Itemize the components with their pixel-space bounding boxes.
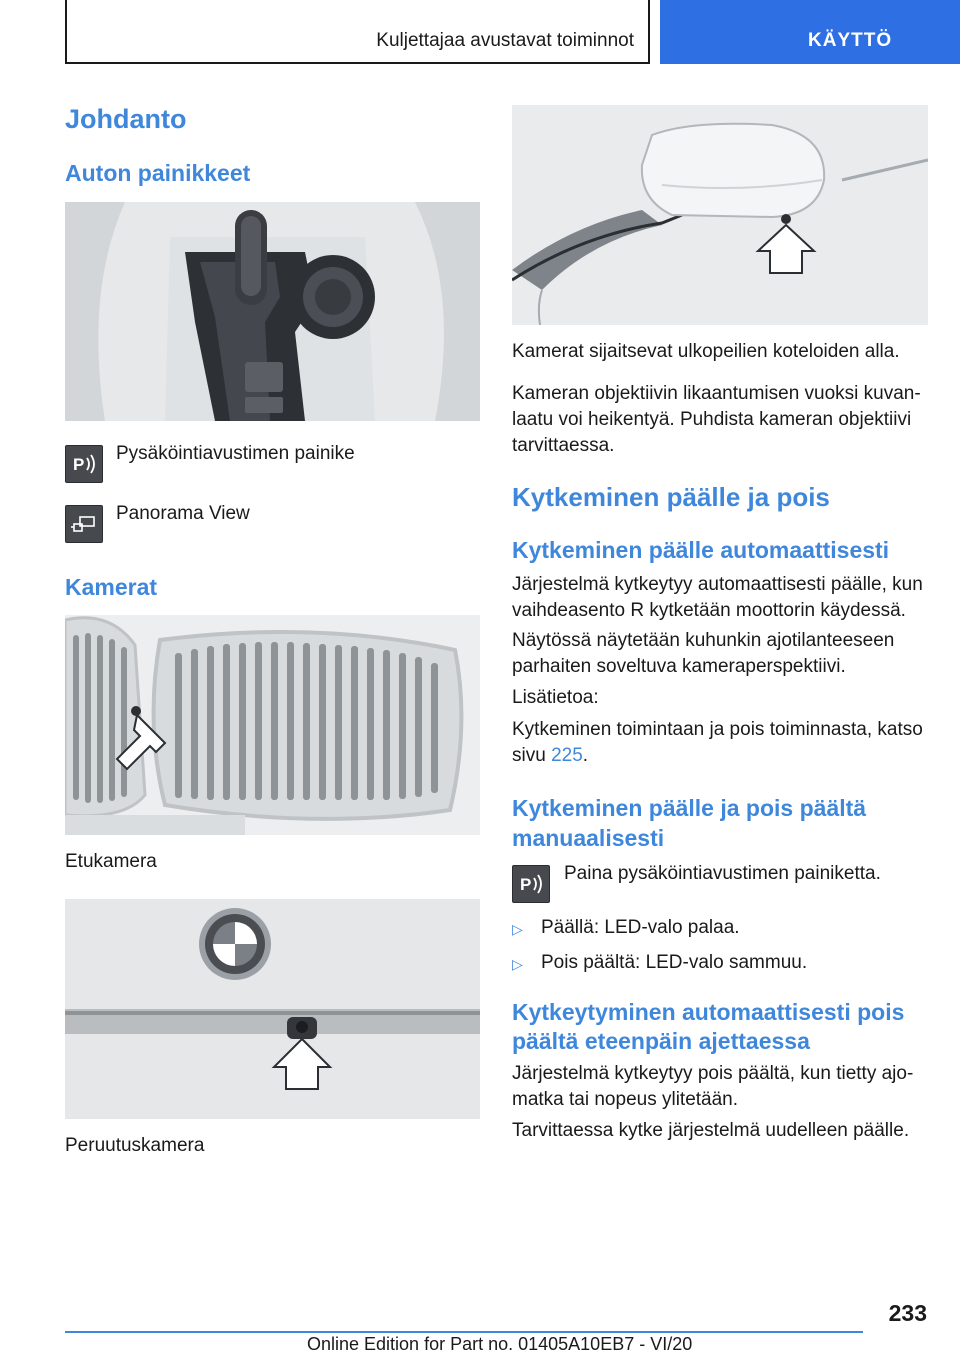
heading-cameras: Kamerat: [65, 574, 158, 600]
reference-paragraph: [512, 717, 932, 769]
display-paragraph: Näytössä näytetään kuhunkin ajotilanteeseen parhaiten soveltuva kameraperspektiivi.: [512, 630, 895, 677]
list-item-text: Pois päältä: LED-valo sammuu.: [541, 952, 808, 973]
side-mirror-camera-image: [512, 105, 928, 325]
page-number: 233: [888, 1300, 927, 1326]
svg-text:P: P: [520, 875, 532, 894]
auto-off-paragraph: Järjestelmä kytkeytyy pois päältä, kun tietty ajomatka tai nopeus ylitetään.: [512, 1063, 914, 1110]
heading-switch-on-off: Kytkeminen päälle ja pois: [512, 482, 830, 512]
page-reference-link[interactable]: 225: [551, 745, 583, 766]
list-item-text: Päällä: LED-valo palaa.: [541, 917, 740, 938]
auto-on-paragraph: Järjestelmä kytkeytyy automaattisesti päälle, kun vaihdeasento R kytketään moottorin käydessä.: [512, 574, 923, 621]
panorama-view-icon: [65, 505, 103, 543]
mirror-camera-caption: Kamerat sijaitsevat ulkopeilien koteloiden alla.: [512, 341, 900, 362]
list-item: [512, 915, 928, 941]
heading-introduction: Johdanto: [65, 104, 187, 134]
lens-dirty-paragraph: Kameran objektiivin likaantumisen vuoksi kuvanlaatu voi heikentyä. Puhdista kameran objektiivi tarvittaessa.: [512, 383, 921, 456]
parking-assist-icon: [512, 865, 550, 903]
front-camera-image: [65, 615, 480, 835]
list-item: [512, 950, 928, 976]
triangle-right-icon: ▷: [512, 921, 523, 937]
panorama-button-label: Panorama View: [116, 503, 250, 524]
header-frame: [65, 0, 650, 64]
section-tab[interactable]: [660, 0, 960, 64]
parking-assist-icon: [65, 445, 103, 483]
edition-info: Online Edition for Part no. 01405A10EB7 - VI/20: [307, 1334, 693, 1354]
front-camera-caption: Etukamera: [65, 851, 157, 872]
heading-auto-on: Kytkeminen päälle automaattisesti: [512, 537, 890, 563]
heading-manual-on-off: Kytkeminen päälle ja pois päältä manuaalisesti: [512, 795, 867, 851]
section-title: Kuljettajaa avustavat toiminnot: [376, 30, 634, 51]
rear-camera-image: [65, 899, 480, 1119]
reference-end: .: [582, 745, 589, 766]
center-console-image: [65, 202, 480, 421]
more-info-label: Lisätietoa:: [512, 687, 599, 708]
manual-paragraph: Paina pysäköintiavustimen painiketta.: [564, 863, 881, 884]
section-tab-label: KÄYTTÖ: [808, 30, 893, 51]
heading-car-buttons: Auton painikkeet: [65, 160, 251, 186]
reactivate-paragraph: Tarvittaessa kytke järjestelmä uudelleen päälle.: [512, 1120, 910, 1141]
parking-button-label: Pysäköintiavustimen painike: [116, 443, 355, 464]
footer-divider: [65, 1331, 863, 1333]
reference-text: Kytkeminen toimintaan ja pois toiminnasta, katso sivu: [512, 719, 923, 766]
heading-auto-off: Kytkeytyminen automaattisesti pois päältä eteenpäin ajettaessa: [512, 999, 905, 1054]
rear-camera-caption: Peruutuskamera: [65, 1135, 205, 1156]
svg-text:P: P: [73, 455, 85, 474]
triangle-right-icon: ▷: [512, 956, 523, 972]
